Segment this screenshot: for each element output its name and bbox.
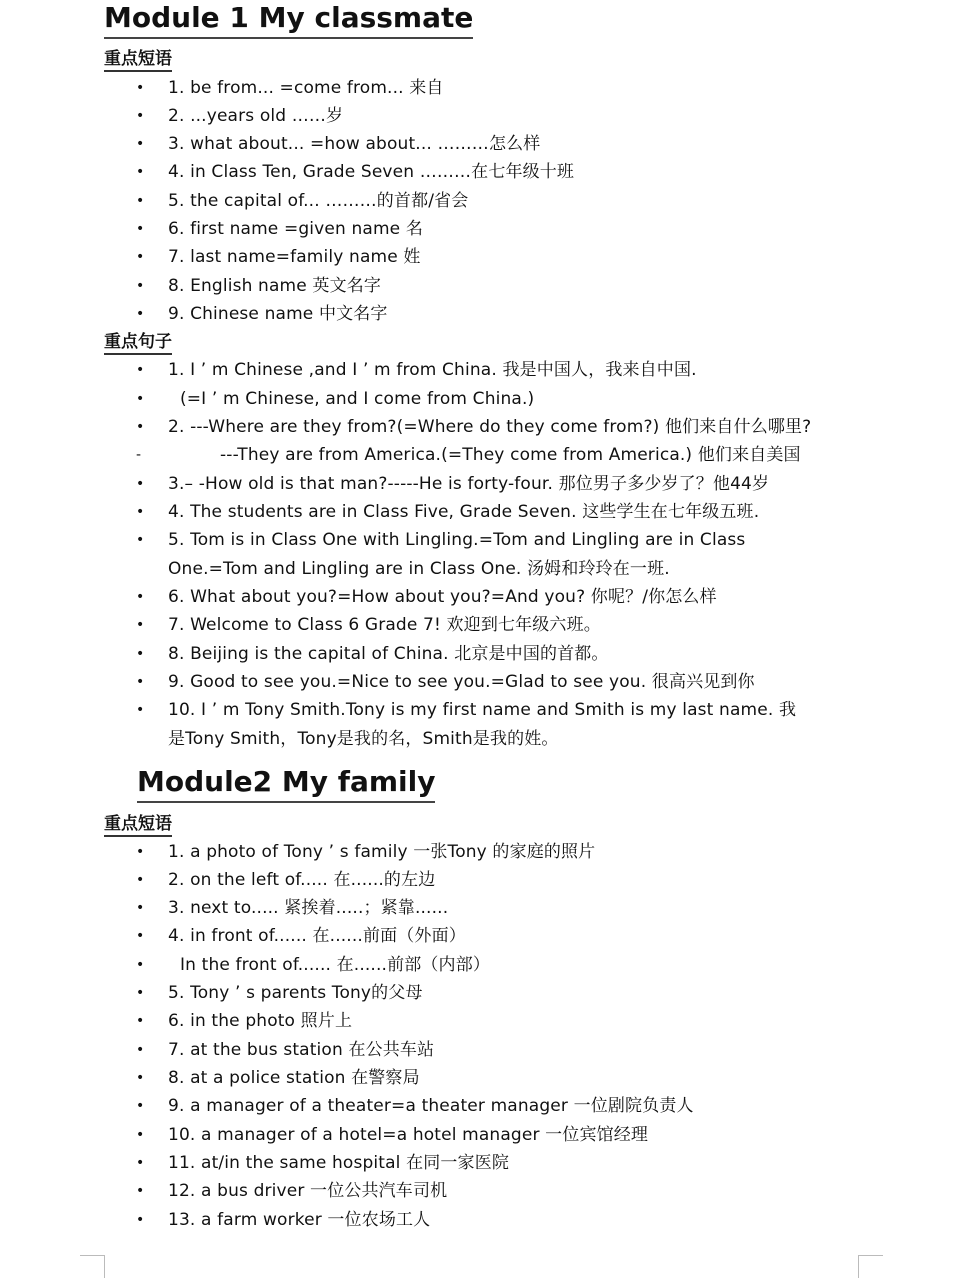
bullet-icon: • bbox=[136, 1127, 145, 1143]
bullet-icon: • bbox=[136, 419, 145, 435]
bullet-icon: • bbox=[136, 136, 145, 152]
bullet-icon: • bbox=[136, 221, 145, 237]
list-item-text: 5. Tony ’ s parents Tony的父母 bbox=[168, 983, 423, 1003]
list-item-text: 9. Good to see you.=Nice to see you.=Glad to see you. 很高兴见到你 bbox=[168, 672, 755, 692]
list-item-text: 2. ...years old ……岁 bbox=[168, 106, 344, 126]
bullet-icon: • bbox=[136, 928, 145, 944]
bullet-icon: • bbox=[136, 108, 145, 124]
list-item-text: 11. at/in the same hospital 在同一家医院 bbox=[168, 1153, 510, 1173]
bullet-icon: • bbox=[136, 1042, 145, 1058]
bullet-icon: • bbox=[136, 532, 145, 548]
list-item-text: 4. in front of...... 在......前面（外面） bbox=[168, 926, 466, 946]
bullet-icon: • bbox=[136, 674, 145, 690]
module1-phrases-heading: 重点短语 bbox=[104, 48, 172, 72]
list-item-text: 3. next to..... 紧挨着.....；紧靠...... bbox=[168, 898, 449, 918]
bullet-icon: • bbox=[136, 164, 145, 180]
list-item-text: 6. in the photo 照片上 bbox=[168, 1011, 353, 1031]
module1-sentences-heading: 重点句子 bbox=[104, 331, 172, 355]
bullet-icon: • bbox=[136, 476, 145, 492]
list-item-text: 4. in Class Ten, Grade Seven ………在七年级十班 bbox=[168, 162, 575, 182]
list-item-text: ---They are from America.(=They come from America.) 他们来自美国 bbox=[220, 445, 801, 465]
bullet-icon: • bbox=[136, 957, 145, 973]
list-item-text: 4. The students are in Class Five, Grade Seven. 这些学生在七年级五班. bbox=[168, 502, 760, 522]
bullet-icon: • bbox=[136, 617, 145, 633]
list-item-text: 7. last name=family name 姓 bbox=[168, 247, 421, 267]
list-item-text: 8. Beijing is the capital of China. 北京是中国的首都。 bbox=[168, 644, 609, 664]
list-item-text: In the front of...... 在......前部（内部） bbox=[180, 955, 490, 975]
dash-marker: - bbox=[136, 447, 142, 463]
list-item-text: 12. a bus driver 一位公共汽车司机 bbox=[168, 1181, 448, 1201]
bullet-icon: • bbox=[136, 1098, 145, 1114]
module2-phrases-heading: 重点短语 bbox=[104, 813, 172, 837]
page-corner-mark-right bbox=[858, 1255, 883, 1278]
page-corner-mark-left bbox=[80, 1255, 105, 1278]
list-item-text: 8. English name 英文名字 bbox=[168, 276, 382, 296]
bullet-icon: • bbox=[136, 872, 145, 888]
list-item-text: 2. on the left of..... 在......的左边 bbox=[168, 870, 436, 890]
bullet-icon: • bbox=[136, 306, 145, 322]
list-item-text: 5. the capital of... ………的首都/省会 bbox=[168, 191, 469, 211]
bullet-icon: • bbox=[136, 1155, 145, 1171]
bullet-icon: • bbox=[136, 1013, 145, 1029]
bullet-icon: • bbox=[136, 589, 145, 605]
bullet-icon: • bbox=[136, 391, 145, 407]
bullet-icon: • bbox=[136, 249, 145, 265]
bullet-icon: • bbox=[136, 278, 145, 294]
list-item-text: 8. at a police station 在警察局 bbox=[168, 1068, 420, 1088]
list-item-text: 1. I ’ m Chinese ,and I ’ m from China. 我是中国人，我来自中国. bbox=[168, 360, 697, 380]
bullet-icon: • bbox=[136, 702, 145, 718]
list-item-text: 7. Welcome to Class 6 Grade 7! 欢迎到七年级六班。 bbox=[168, 615, 601, 635]
list-item-text: 10. I ’ m Tony Smith.Tony is my first name and Smith is my last name. 我 bbox=[168, 700, 797, 720]
list-item-text: 10. a manager of a hotel=a hotel manager 一位宾馆经理 bbox=[168, 1125, 649, 1145]
list-item-text: 6. What about you?=How about you?=And you? 你呢？/你怎么样 bbox=[168, 587, 717, 607]
bullet-icon: • bbox=[136, 80, 145, 96]
list-item-text: 9. a manager of a theater=a theater manager 一位剧院负责人 bbox=[168, 1096, 694, 1116]
bullet-icon: • bbox=[136, 1212, 145, 1228]
list-item-text: 5. Tom is in Class One with Lingling.=Tom and Lingling are in Class bbox=[168, 530, 746, 550]
list-item-text: 3.– -How old is that man?-----He is forty-four. 那位男子多少岁了？他44岁 bbox=[168, 474, 770, 494]
bullet-icon: • bbox=[136, 985, 145, 1001]
bullet-icon: • bbox=[136, 646, 145, 662]
list-item-text: 2. ---Where are they from?(=Where do they come from?) 他们来自什么哪里? bbox=[168, 417, 812, 437]
bullet-icon: • bbox=[136, 1070, 145, 1086]
bullet-icon: • bbox=[136, 900, 145, 916]
bullet-icon: • bbox=[136, 1183, 145, 1199]
bullet-icon: • bbox=[136, 844, 145, 860]
module2-title: Module2 My family bbox=[137, 765, 435, 803]
module1-title: Module 1 My classmate bbox=[104, 1, 473, 39]
bullet-icon: • bbox=[136, 362, 145, 378]
list-item-text: One.=Tom and Lingling are in Class One. 汤姆和玲玲在一班. bbox=[168, 559, 670, 579]
bullet-icon: • bbox=[136, 193, 145, 209]
bullet-icon: • bbox=[136, 504, 145, 520]
list-item-text: 1. a photo of Tony ’ s family 一张Tony 的家庭的照片 bbox=[168, 842, 596, 862]
list-item-text: 9. Chinese name 中文名字 bbox=[168, 304, 388, 324]
list-item-text: 7. at the bus station 在公共车站 bbox=[168, 1040, 435, 1060]
list-item-text: 6. first name =given name 名 bbox=[168, 219, 423, 239]
list-item-text: 13. a farm worker 一位农场工人 bbox=[168, 1210, 431, 1230]
list-item-text: 是Tony Smith，Tony是我的名，Smith是我的姓。 bbox=[168, 729, 559, 749]
list-item-text: 1. be from... =come from... 来自 bbox=[168, 78, 444, 98]
list-item-text: 3. what about... =how about... ………怎么样 bbox=[168, 134, 541, 154]
list-item-text: (=I ’ m Chinese, and I come from China.) bbox=[180, 389, 535, 409]
